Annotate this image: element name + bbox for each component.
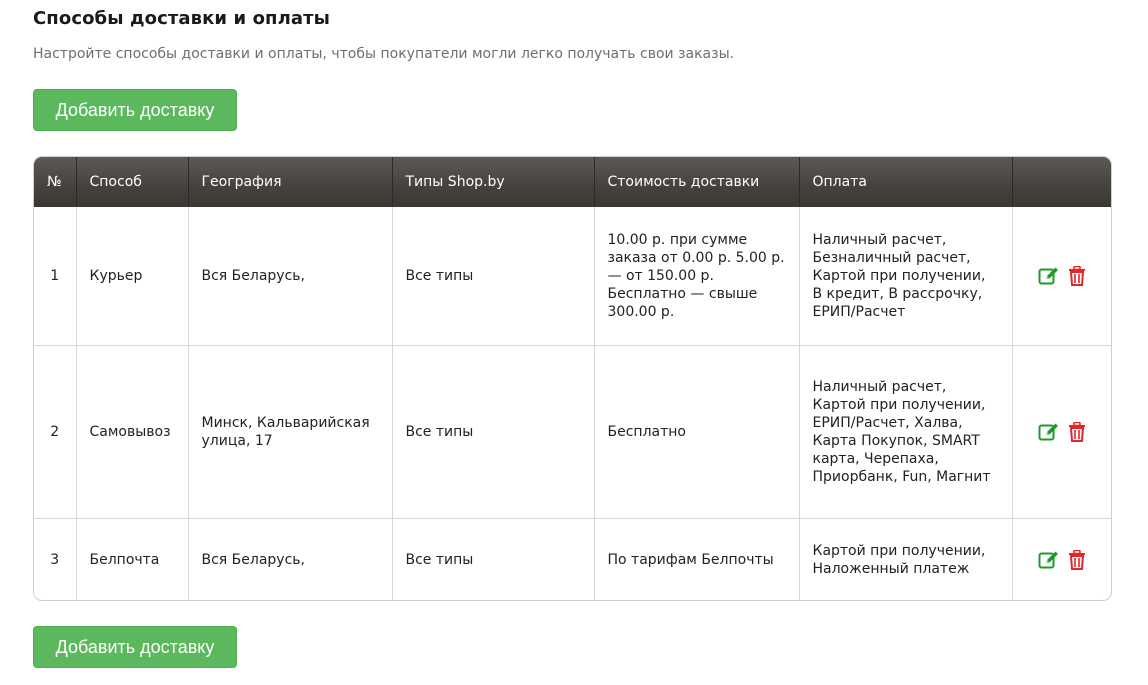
header-delivery-cost: Стоимость доставки bbox=[594, 157, 799, 207]
row-shop-types: Все типы bbox=[392, 345, 594, 518]
trash-icon[interactable] bbox=[1068, 422, 1086, 442]
edit-icon[interactable] bbox=[1038, 550, 1060, 570]
delivery-table-container bbox=[33, 156, 1112, 601]
table-row bbox=[34, 345, 1111, 518]
add-delivery-button-top[interactable]: Добавить доставку bbox=[33, 89, 237, 131]
table-row bbox=[34, 207, 1111, 345]
row-number: 1 bbox=[34, 207, 76, 345]
header-geography: География bbox=[188, 157, 392, 207]
row-method: Белпочта bbox=[76, 518, 188, 601]
header-number: № bbox=[34, 157, 76, 207]
row-number: 3 bbox=[34, 518, 76, 601]
row-geography: Вся Беларусь, bbox=[188, 518, 392, 601]
trash-icon[interactable] bbox=[1068, 266, 1086, 286]
edit-icon[interactable] bbox=[1038, 422, 1060, 442]
row-geography: Минск, Кальварийская улица, 17 bbox=[188, 345, 392, 518]
table-row bbox=[34, 518, 1111, 601]
row-number: 2 bbox=[34, 345, 76, 518]
trash-icon[interactable] bbox=[1068, 550, 1086, 570]
row-delivery-cost: Бесплатно bbox=[594, 345, 799, 518]
edit-icon[interactable] bbox=[1038, 266, 1060, 286]
row-actions bbox=[1012, 518, 1111, 601]
page-title: Способы доставки и оплаты bbox=[33, 8, 331, 29]
row-delivery-cost: 10.00 р. при сумме заказа от 0.00 р. 5.00 р. — от 150.00 р. Бесплатно — свыше 300.00 р. bbox=[594, 207, 799, 345]
delivery-table bbox=[34, 157, 1111, 601]
row-actions bbox=[1012, 345, 1111, 518]
header-actions bbox=[1012, 157, 1111, 207]
header-payment: Оплата bbox=[799, 157, 1012, 207]
row-shop-types: Все типы bbox=[392, 518, 594, 601]
row-delivery-cost: По тарифам Белпочты bbox=[594, 518, 799, 601]
row-payment: Наличный расчет, Картой при получении, ЕРИП/Расчет, Халва, Карта Покупок, SMART карта, Черепаха, Приорбанк, Fun, Магнит bbox=[799, 345, 1012, 518]
row-method: Курьер bbox=[76, 207, 188, 345]
row-actions bbox=[1012, 207, 1111, 345]
header-method: Способ bbox=[76, 157, 188, 207]
header-shop-types: Типы Shop.by bbox=[392, 157, 594, 207]
table-header-row bbox=[34, 157, 1111, 207]
row-geography: Вся Беларусь, bbox=[188, 207, 392, 345]
row-method: Самовывоз bbox=[76, 345, 188, 518]
page-subtitle: Настройте способы доставки и оплаты, чтобы покупатели могли легко получать свои заказы. bbox=[33, 46, 735, 62]
add-delivery-button-bottom[interactable]: Добавить доставку bbox=[33, 626, 237, 668]
row-payment: Картой при получении, Наложенный платеж bbox=[799, 518, 1012, 601]
row-payment: Наличный расчет, Безналичный расчет, Картой при получении, В кредит, В рассрочку, ЕРИП/Расчет bbox=[799, 207, 1012, 345]
row-shop-types: Все типы bbox=[392, 207, 594, 345]
